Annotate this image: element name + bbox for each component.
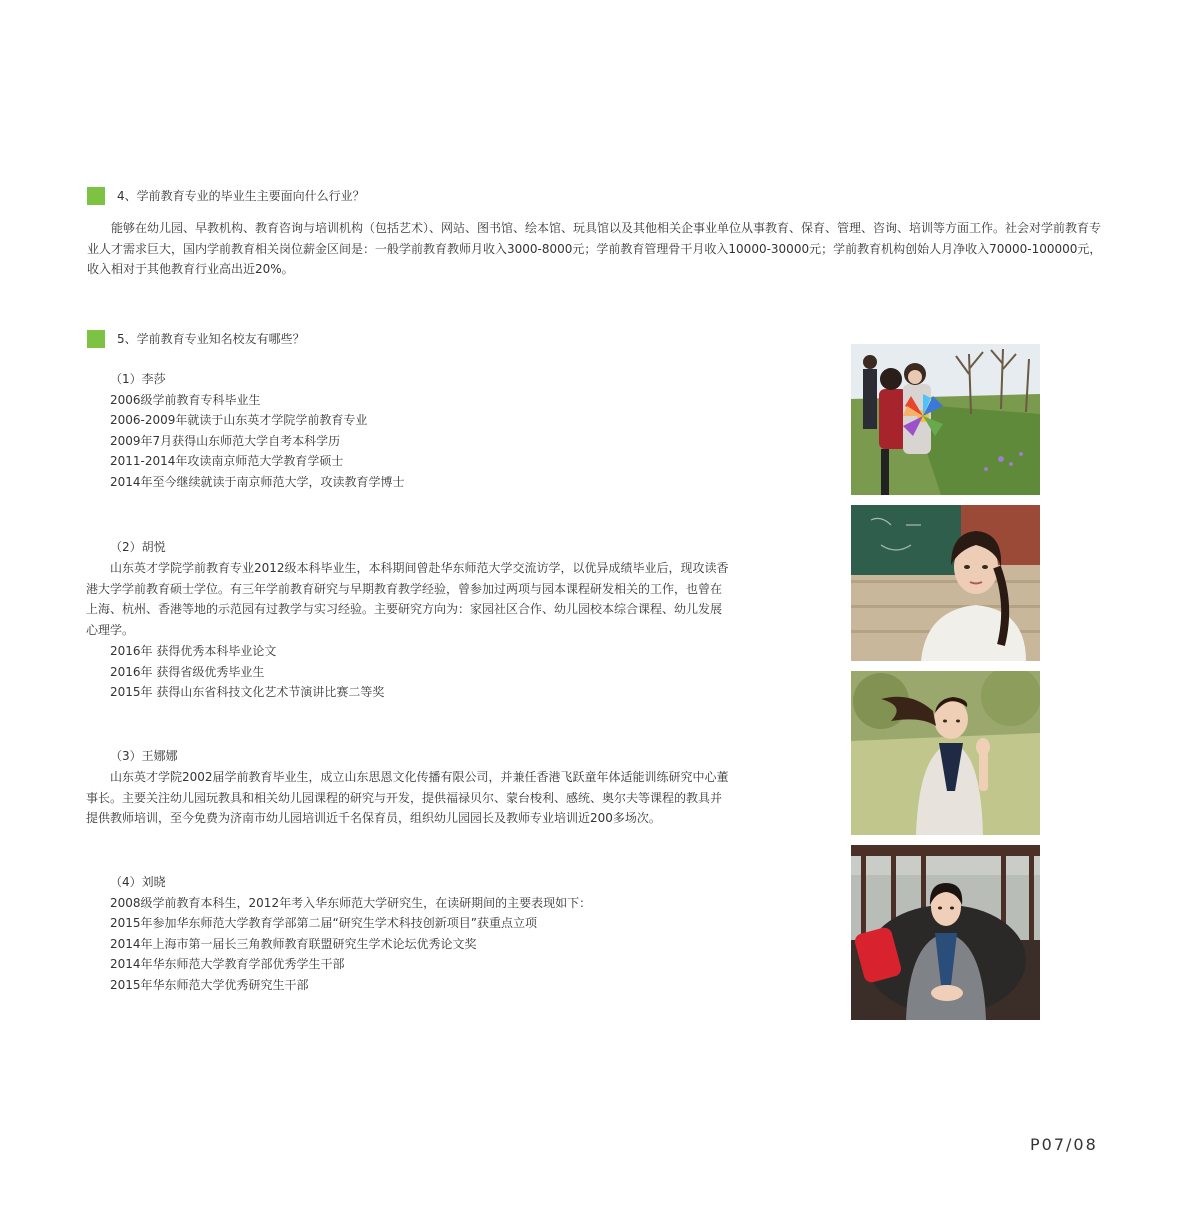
alumni-3-title-block — [110, 746, 730, 767]
green-square-bullet-icon — [87, 330, 105, 348]
alumni-1 — [110, 369, 810, 492]
page-number: P07/08 — [1030, 1135, 1098, 1154]
alumni-3-intro: 山东英才学院2002届学前教育毕业生，成立山东思恩文化传播有限公司，并兼任香港飞跃童年体适能训练研究中心董事长。主要关注幼儿园玩教具和相关幼儿园课程的研究与开发，提供福禄贝尔、蒙台梭利、感统、奥尔夫等课程的教具并提供教师培训，至今免费为济南市幼儿园培训近千名保育员，组织幼儿园园长及教师专业培训近200多场次。 — [86, 770, 729, 825]
alumni-4-line: 2008级学前教育本科生，2012年考入华东师范大学研究生，在读研期间的主要表现如下： — [110, 895, 592, 910]
alumni-1-line: 2011-2014年攻读南京师范大学教育学硕士 — [110, 454, 344, 468]
alumni-3-name: （3）王娜娜 — [110, 749, 178, 763]
alumni-4 — [110, 872, 810, 995]
section-4-heading — [87, 187, 365, 205]
section-4-body: 能够在幼儿园、早教机构、教育咨询与培训机构（包括艺术）、网站、图书馆、绘本馆、玩具馆以及其他相关企事业单位从事教育、保育、管理、咨询、培训等方面工作。社会对学前教育专业人才需求巨大，国内学前教育相关岗位薪金区间是：一般学前教育教师月收入3000-8000元；学前教育管理骨干月收入10000-30000元；学前教育机构创始人月净收入70000-100000元，收入相对于其他教育行业高出近20%。 — [87, 221, 1102, 276]
alumni-2-line: 2015年 获得山东省科技文化艺术节演讲比赛二等奖 — [110, 685, 385, 699]
alumni-4-photo — [851, 845, 1040, 1020]
alumni-1-line: 2014年至今继续就读于南京师范大学，攻读教育学博士 — [110, 474, 405, 489]
alumni-1-line: 2006-2009年就读于山东英才学院学前教育专业 — [110, 413, 368, 427]
alumni-2-name: （2）胡悦 — [110, 540, 166, 554]
alumni-1-line: 2006级学前教育专科毕业生 — [110, 392, 261, 407]
alumni-2-line: 2016年 获得省级优秀毕业生 — [110, 664, 265, 679]
alumni-2-title-block — [110, 537, 730, 558]
section-4-title: 4、学前教育专业的毕业生主要面向什么行业？ — [117, 189, 365, 203]
alumni-2-line: 2016年 获得优秀本科毕业论文 — [110, 644, 277, 658]
alumni-4-line: 2014年华东师范大学教育学部优秀学生干部 — [110, 957, 345, 971]
alumni-3-photo — [851, 671, 1040, 835]
alumni-2-awards — [110, 641, 730, 703]
section-5-title: 5、学前教育专业知名校友有哪些？ — [117, 332, 305, 346]
alumni-2-photo — [851, 505, 1040, 661]
green-square-bullet-icon — [87, 187, 105, 205]
alumni-2-intro: 山东英才学院学前教育专业2012级本科毕业生，本科期间曾赴华东师范大学交流访学，以优异成绩毕业后，现攻读香港大学学前教育硕士学位。有三年学前教育研究与早期教育教学经验，曾参加过两项与园本课程研发相关的工作，也曾在上海、杭州、香港等地的示范园有过教学与实习经验。主要研究方向为：家园社区合作、幼儿园校本综合课程、幼儿发展心理学。 — [86, 561, 729, 637]
alumni-1-line: 2009年7月获得山东师范大学自考本科学历 — [110, 433, 341, 448]
alumni-1-name: （1）李莎 — [110, 372, 166, 386]
alumni-4-name: （4）刘晓 — [110, 875, 166, 889]
alumni-4-line: 2015年华东师范大学优秀研究生干部 — [110, 977, 309, 992]
section-5-heading — [87, 330, 305, 348]
alumni-4-line: 2014年上海市第一届长三角教师教育联盟研究生学术论坛优秀论文奖 — [110, 936, 477, 951]
alumni-1-photo — [851, 344, 1040, 495]
alumni-4-line: 2015年参加华东师范大学教育学部第二届“研究生学术科技创新项目”获重点立项 — [110, 916, 537, 930]
